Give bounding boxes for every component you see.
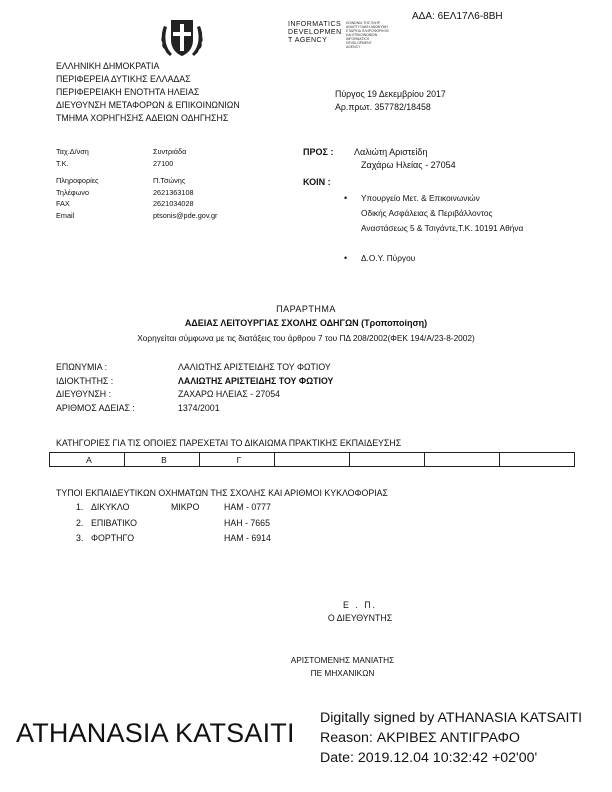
- vehicle-plate: ΗΑΜ - 6914: [224, 533, 271, 543]
- ada-code: ΑΔΑ: 6ΕΛ17Λ6-8ΒΗ: [412, 11, 503, 22]
- authority-line: ΤΜΗΜΑ ΧΟΡΗΓΗΣΗΣ ΑΔΕΙΩΝ ΟΔΗΓΗΣΗΣ: [56, 113, 229, 123]
- signatory-title: ΠΕ ΜΗΧΑΝΙΚΩΝ: [310, 668, 375, 678]
- bullet-icon: •: [344, 253, 348, 263]
- authority-line: ΕΛΛΗΝΙΚΗ ΔΗΜΟΚΡΑΤΙΑ: [56, 61, 160, 71]
- digital-signer-name: ATHANASIA KATSAITI: [16, 718, 295, 748]
- contact-label: Τηλέφωνο: [56, 187, 90, 197]
- category-cell: [350, 453, 425, 467]
- signature-director: Ο ΔΙΕΥΘΥΝΤΗΣ: [327, 613, 393, 623]
- detail-value: ΛΑΛΙΩΤΗΣ ΑΡΙΣΤΕΙΔΗΣ ΤΟΥ ΦΩΤΙΟΥ: [178, 375, 334, 386]
- to-label: ΠΡΟΣ :: [303, 147, 334, 157]
- bullet-icon: •: [344, 193, 348, 203]
- detail-label: ΙΔΙΟΚΤΗΤΗΣ :: [56, 375, 114, 386]
- authority-line: ΠΕΡΙΦΕΡΕΙΑ ΔΥΤΙΚΗΣ ΕΛΛΑΔΑΣ: [56, 74, 191, 84]
- contact-label: Email: [56, 210, 75, 220]
- vehicle-type: ΦΟΡΤΗΓΟ: [91, 533, 135, 543]
- detail-label: ΔΙΕΥΘΥΝΣΗ :: [56, 389, 112, 399]
- agency-logo-small-text: ΚΟΙΝΩΝΙΑ ΤΗΣ ΠΛΗΡ. ΑΝΑΠΤΥΞΙΑΚΗ ΑΝΩΝΥΜΗ ΕΤΑΙΡΕΙΑ ΠΛΗΡΟΦΟΡΙΚΗΣ ΚΑΙ ΕΠΙΚΟΙΝΩΝΙΩΝ INFORMATICS DEVELOPMENT AGENCY: [346, 21, 390, 49]
- to-recipient-address: Ζαχάρω Ηλείας - 27054: [361, 160, 456, 170]
- detail-label: ΕΠΩΝΥΜΙΑ :: [56, 362, 108, 372]
- signature-ep: Ε . Π.: [343, 600, 377, 610]
- category-cell: Β: [125, 453, 200, 467]
- vehicle-plate: ΗΑΜ - 0777: [224, 502, 271, 512]
- category-cell: [275, 453, 350, 467]
- document-date: Πύργος 19 Δεκεμβρίου 2017: [335, 89, 446, 99]
- detail-label: ΑΡΙΘΜΟΣ ΑΔΕΙΑΣ :: [56, 402, 135, 413]
- vehicle-number: 1.: [76, 502, 84, 512]
- contact-value: Π.Τσώνης: [153, 176, 186, 186]
- table-row: [50, 453, 575, 467]
- vehicle-size: ΜΙΚΡΟ: [171, 502, 200, 512]
- protocol-number: Αρ.πρωτ. 357782/18458: [335, 102, 431, 112]
- cc-recipient-line: Υπουργείο Μετ. & Επικοινωνιών: [361, 193, 480, 203]
- category-cell: Γ: [200, 453, 275, 467]
- agency-logo-line: T AGENCY: [288, 37, 328, 44]
- issuing-authority: [56, 60, 240, 125]
- vehicle-type: ΕΠΙΒΑΤΙΚΟ: [91, 517, 138, 528]
- contact-value: 27100: [153, 158, 174, 168]
- category-cell: Α: [50, 453, 125, 467]
- contact-value: 2621034028: [153, 199, 194, 209]
- cc-recipient-line: Δ.Ο.Υ. Πύργου: [361, 253, 416, 263]
- category-cell: [500, 453, 575, 467]
- vehicle-number: 3.: [76, 533, 84, 543]
- contact-email[interactable]: ptsonis@pde.gov.gr: [153, 210, 218, 220]
- category-cell: [425, 453, 500, 467]
- categories-table: [49, 452, 575, 467]
- vehicle-type: ΔΙΚΥΚΛΟ: [91, 502, 130, 512]
- greek-coat-of-arms-emblem: [156, 12, 208, 64]
- contact-label: FAX: [56, 199, 70, 209]
- cc-recipient-line: Αναστάσεως 5 & Τσιγάντε,Τ.Κ. 10191 Αθήνα: [361, 223, 524, 233]
- annex-subtitle: ΑΔΕΙΑΣ ΛΕΙΤΟΥΡΓΙΑΣ ΣΧΟΛΗΣ ΟΔΗΓΩΝ (Τροποποίηση): [184, 318, 428, 328]
- contact-value: Συντριάδα: [153, 147, 187, 156]
- date-protocol-block: [335, 88, 446, 114]
- contact-label: Τ.Κ.: [56, 158, 69, 168]
- contact-label: Ταχ.Δ/νση: [56, 147, 89, 156]
- contact-label: Πληροφορίες: [56, 176, 99, 186]
- digital-signature-date: Date: 2019.12.04 10:32:42 +02'00': [320, 750, 538, 766]
- detail-value: ΖΑΧΑΡΩ ΗΛΕΙΑΣ - 27054: [178, 389, 280, 399]
- digital-signed-by: Digitally signed by ATHANASIA KATSAITI: [320, 710, 583, 726]
- vehicle-plate: ΗΑΗ - 7665: [224, 517, 270, 528]
- to-recipient-name: Λαλιώτη Αριστείδη: [354, 147, 428, 157]
- annex-legal-basis: Χορηγείται σύμφωνα με τις διατάξεις του άρθρου 7 του ΠΔ 208/2002(ΦΕΚ 194/Α/23-8-2002): [137, 333, 475, 343]
- authority-line: ΠΕΡΙΦΕΡΕΙΑΚΗ ΕΝΟΤΗΤΑ ΗΛΕΙΑΣ: [56, 87, 200, 97]
- signatory-name: ΑΡΙΣΤΟΜΕΝΗΣ ΜΑΝΙΑΤΗΣ: [290, 655, 395, 665]
- annex-title: ΠΑΡΑΡΤΗΜΑ: [276, 304, 336, 314]
- vehicle-number: 2.: [76, 517, 84, 528]
- detail-value: ΛΑΛΙΩΤΗΣ ΑΡΙΣΤΕΙΔΗΣ ΤΟΥ ΦΩΤΙΟΥ: [178, 362, 331, 372]
- categories-title: ΚΑΤΗΓΟΡΙΕΣ ΓΙΑ ΤΙΣ ΟΠΟΙΕΣ ΠΑΡΕΧΕΤΑΙ ΤΟ ΔΙΚΑΙΩΜΑ ΠΡΑΚΤΙΚΗΣ ΕΚΠΑΙΔΕΥΣΗΣ: [56, 438, 402, 448]
- cc-recipient-line: Οδικής Ασφάλειας & Περιβάλλοντος: [361, 208, 493, 218]
- agency-logo-line: INFORMATICS: [288, 21, 342, 28]
- agency-logo-line: DEVELOPMEN: [288, 29, 342, 36]
- digital-signature-block: [320, 708, 582, 768]
- agency-logo: [288, 21, 390, 49]
- contact-value: 2621363108: [153, 187, 194, 197]
- authority-line: ΔΙΕΥΘΥΝΣΗ ΜΕΤΑΦΟΡΩΝ & ΕΠΙΚΟΙΝΩΝΙΩΝ: [56, 100, 240, 110]
- digital-signature-reason: Reason: ΑΚΡΙΒΕΣ ΑΝΤΙΓΡΑΦΟ: [320, 730, 520, 746]
- detail-value: 1374/2001: [178, 402, 220, 413]
- cc-label: ΚΟΙΝ :: [303, 177, 331, 187]
- vehicles-title: ΤΥΠΟΙ ΕΚΠΑΙΔΕΥΤΙΚΩΝ ΟΧΗΜΑΤΩΝ ΤΗΣ ΣΧΟΛΗΣ ΚΑΙ ΑΡΙΘΜΟΙ ΚΥΚΛΟΦΟΡΙΑΣ: [56, 488, 388, 498]
